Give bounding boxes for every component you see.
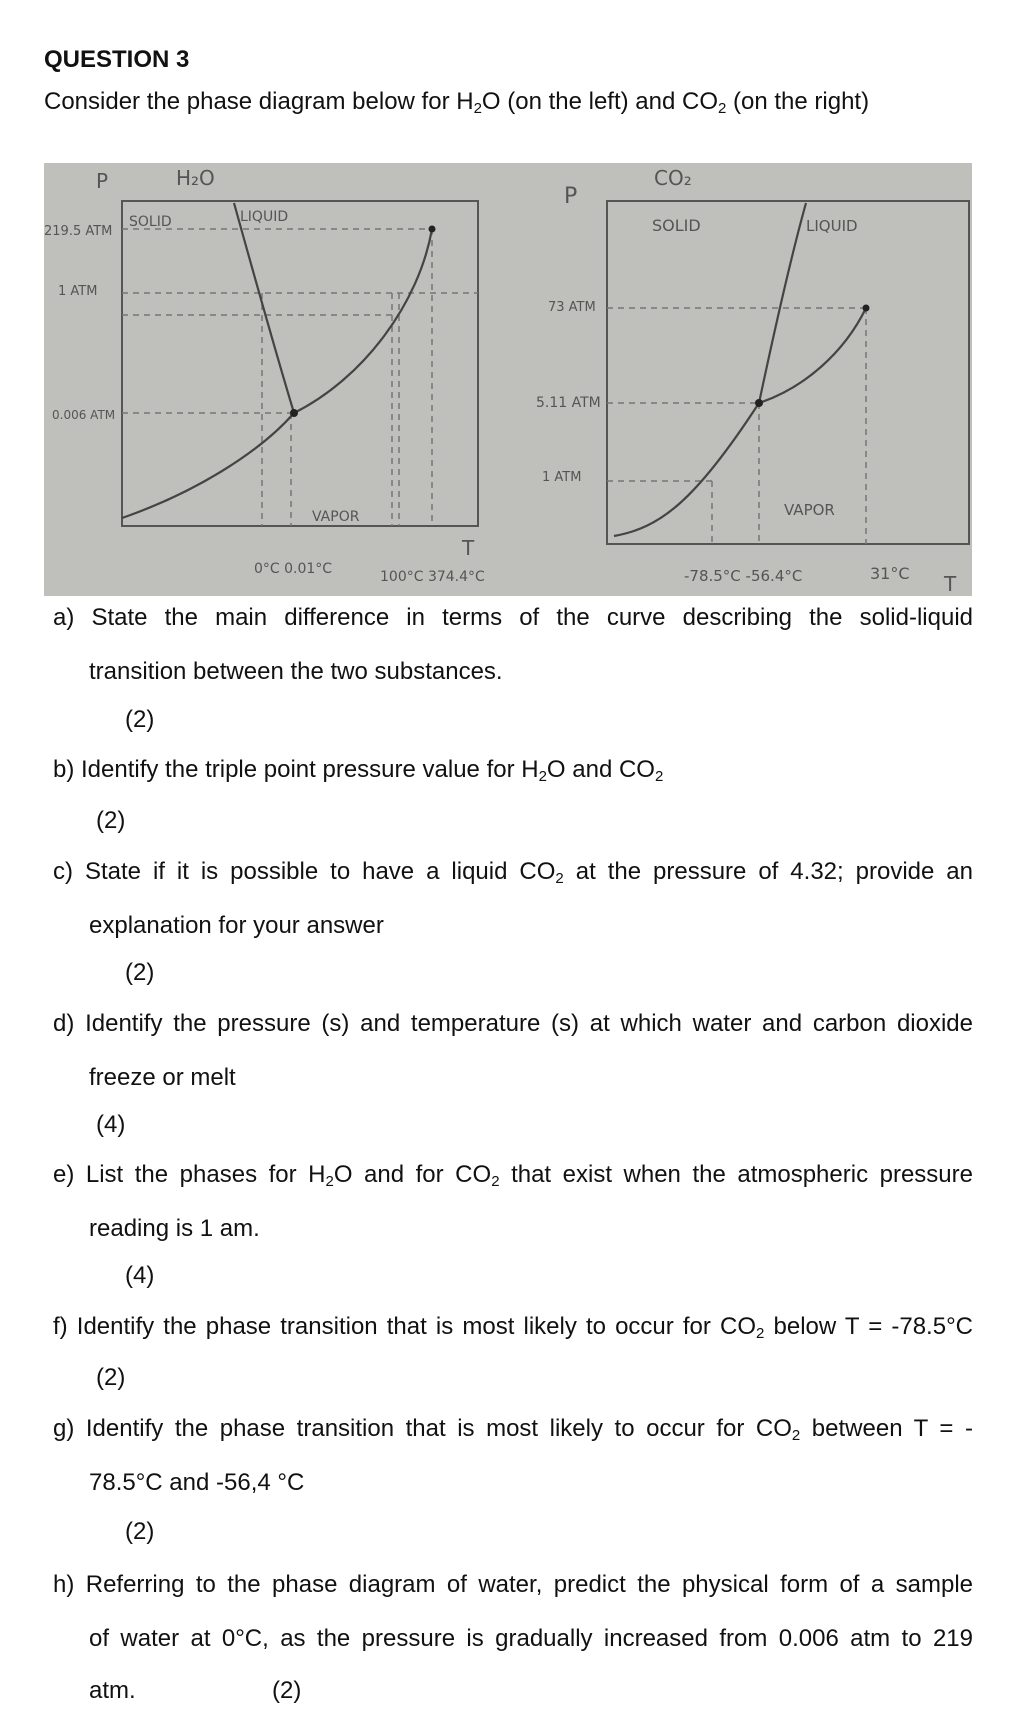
h2o-t-axis-label: T: [462, 536, 475, 560]
h2o-title: H₂O: [176, 166, 215, 190]
question-h: h) Referring to the phase diagram of water, predict the physical form of a sample of water at 0°C, as the pressure is gradually increased from 0.006 atm to 219: [53, 1571, 973, 1652]
question-e: e) List the phases for $H_2O$ and for $CO_2$ that exist when the atmospheric pressure reading is 1 am.: [53, 1161, 973, 1242]
co2-p-label-511-atm: 5.11 ATM: [536, 395, 601, 411]
question-d: d) Identify the pressure (s) and temperature (s) at which water and carbon dioxide freeze or melt: [53, 1010, 973, 1091]
question-a: a) State the main difference in terms of the curve describing the solid-liquid transition between the two substances.: [53, 604, 973, 685]
phase-diagram-figure: [44, 163, 972, 596]
question-title: QUESTION 3: [44, 46, 190, 73]
h2o-solid-vapor-curve: [122, 413, 294, 518]
co2-critical-point: [863, 305, 870, 312]
h2o-triple-point: [290, 409, 298, 417]
marks-e: (4): [125, 1262, 155, 1289]
co2-region-solid: SOLID: [652, 216, 701, 235]
co2-region-vapor: VAPOR: [784, 501, 835, 519]
co2-t-axis-label: T: [944, 572, 957, 596]
co2-liquid-vapor-curve: [759, 308, 866, 403]
h2o-region-solid: SOLID: [129, 214, 172, 230]
h2o-solid-liquid-curve: [234, 203, 294, 413]
h2o-p-label-1-atm: 1 ATM: [58, 284, 98, 299]
co2-t-label-31c: 31°C: [870, 564, 910, 583]
h2o-t-label-100c: 100°C 374.4°C: [380, 569, 485, 585]
question-c: c) State if it is possible to have a liquid $CO_2$ at the pressure of 4.32; provide an explanation for your answer: [53, 858, 974, 939]
co2-p-label-1-atm: 1 ATM: [542, 470, 582, 485]
question-f: f) Identify the phase transition that is most likely to occur for $CO_2$ below T = -78.5°C: [53, 1313, 973, 1342]
co2-plot-frame: [607, 201, 969, 544]
marks-f: (2): [96, 1364, 126, 1391]
h2o-liquid-vapor-curve: [294, 229, 432, 413]
h2o-region-liquid: LIQUID: [240, 209, 289, 225]
co2-solid-liquid-curve: [759, 203, 806, 403]
h2o-diagram: [44, 166, 485, 585]
question-b: b) Identify the triple point pressure value for $H_2O$ and $CO_2$: [53, 756, 664, 785]
co2-title: CO₂: [654, 166, 692, 190]
co2-p-label-73-atm: 73 ATM: [548, 300, 596, 315]
h2o-t-label-0c: 0°C 0.01°C: [254, 561, 333, 577]
co2-region-liquid: LIQUID: [806, 217, 858, 235]
marks-a: (2): [125, 706, 155, 733]
marks-d: (4): [96, 1111, 126, 1138]
co2-p-axis-label: P: [564, 184, 578, 209]
h2o-p-label-0006-atm: 0.006 ATM: [52, 408, 116, 422]
co2-diagram: [536, 166, 969, 596]
h2o-p-label-219-atm: 219.5 ATM: [44, 224, 113, 239]
marks-b: (2): [96, 807, 126, 834]
co2-triple-point: [755, 399, 763, 407]
question-g: g) Identify the phase transition that is most likely to occur for $CO_2$ between T = - 78.5°C and -56,4 °C: [53, 1415, 973, 1496]
h2o-region-vapor: VAPOR: [312, 509, 360, 525]
h2o-plot-frame: [122, 201, 478, 526]
co2-solid-vapor-curve: [614, 403, 759, 536]
marks-g: (2): [125, 1518, 155, 1545]
h2o-critical-point: [429, 226, 436, 233]
co2-t-label-minus-78c: -78.5°C -56.4°C: [684, 567, 803, 585]
marks-c: (2): [125, 959, 155, 986]
question-h-line3: atm.: [89, 1677, 136, 1704]
h2o-guide-lines: [122, 229, 478, 526]
phase-diagram-svg: [44, 163, 972, 596]
intro-text: Consider the phase diagram below for $H_2O$ (on the left) and $CO_2$ (on the right): [44, 88, 870, 117]
h2o-p-axis-label: P: [96, 169, 109, 193]
marks-h: (2): [272, 1677, 302, 1704]
